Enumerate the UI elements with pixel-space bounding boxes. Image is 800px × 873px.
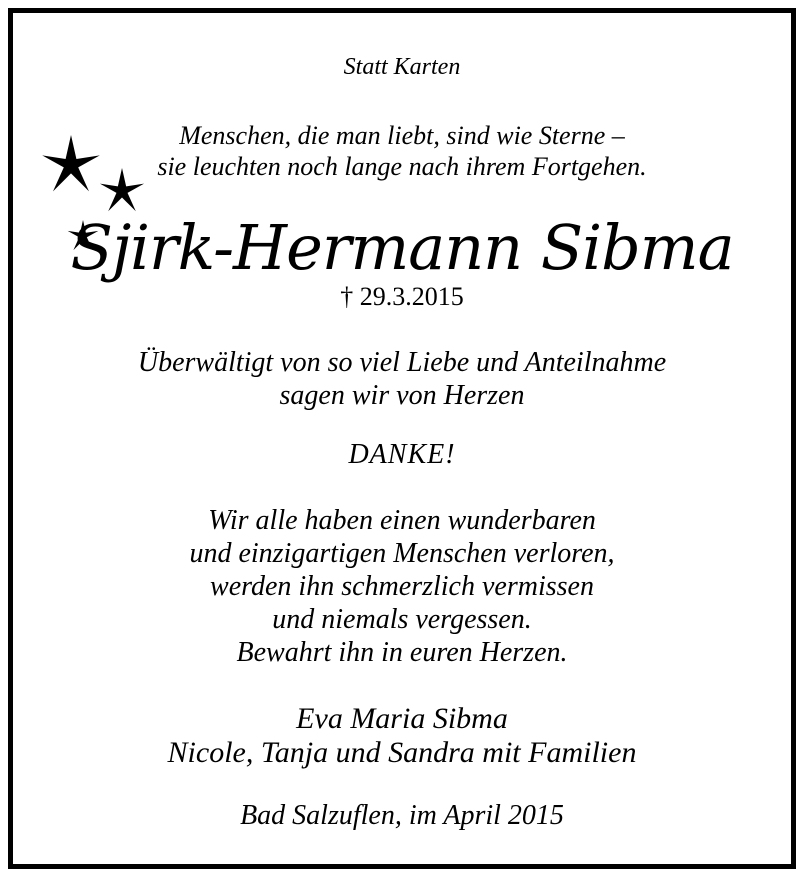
- signature-line-2: Nicole, Tanja und Sandra mit Familien: [167, 736, 637, 769]
- verse-line: werden ihn schmerzlich vermissen: [210, 571, 594, 602]
- thanks-line-2: sagen wir von Herzen: [279, 380, 525, 411]
- verse-line: Bewahrt ihn in euren Herzen.: [236, 637, 568, 668]
- signature-line-1: Eva Maria Sibma: [296, 702, 508, 735]
- verse-line: Wir alle haben einen wunderbaren: [208, 505, 596, 536]
- verse-line: und einzigartigen Menschen verloren,: [189, 538, 615, 569]
- deceased-name: Sjirk-Hermann Sibma: [70, 211, 734, 284]
- danke-heading: DANKE!: [348, 439, 456, 470]
- quote-line-2: sie leuchten noch lange nach ihrem Fortgehen.: [157, 152, 647, 181]
- thanks-line-1: Überwältigt von so viel Liebe und Anteilnahme: [137, 347, 667, 378]
- header-statt-karten: Statt Karten: [343, 54, 461, 80]
- quote-line-1: Menschen, die man liebt, sind wie Sterne –: [179, 121, 625, 150]
- place-and-date: Bad Salzuflen, im April 2015: [240, 800, 564, 831]
- death-date: † 29.3.2015: [340, 282, 464, 311]
- verse-line: und niemals vergessen.: [272, 604, 532, 635]
- obituary-frame: [8, 8, 796, 869]
